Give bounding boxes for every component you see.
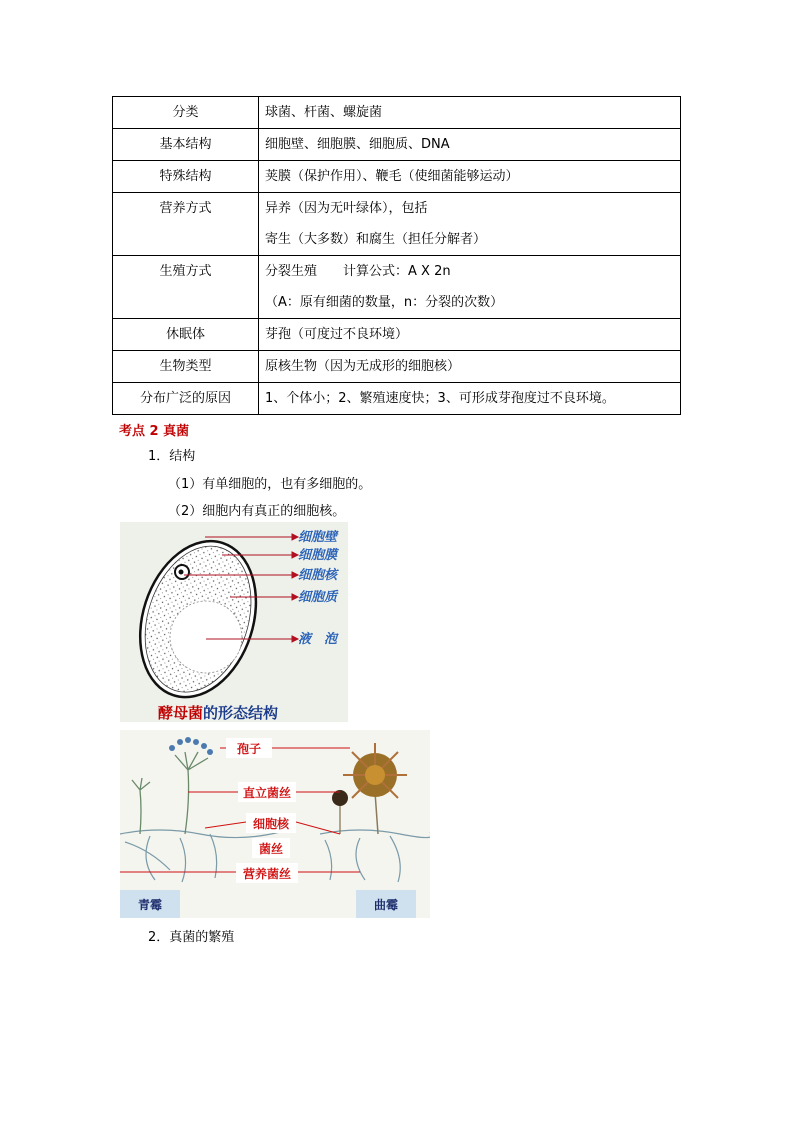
row-value-line: 芽孢（可度过不良环境） xyxy=(265,327,409,342)
row-key: 生殖方式 xyxy=(159,264,212,279)
row-key-cell xyxy=(113,319,259,351)
row-key-cell xyxy=(113,383,259,415)
table-row xyxy=(113,129,681,161)
row-value-line: 球菌、杆菌、螺旋菌 xyxy=(265,105,383,120)
row-value-line: 荚膜（保护作用）、鞭毛（使细菌能够运动） xyxy=(265,169,519,184)
label-aerial-hyphae: 直立菌丝 xyxy=(242,786,292,800)
label-hyphae: 菌丝 xyxy=(258,842,284,856)
bacteria-table xyxy=(112,96,681,415)
row-value-line: 异养（因为无叶绿体），包括 xyxy=(265,201,428,216)
label-penicillium: 青霉 xyxy=(137,898,163,912)
row-key: 生物类型 xyxy=(159,359,212,374)
row-value-cell xyxy=(259,256,681,319)
row-value-cell xyxy=(259,319,681,351)
item-reproduction: 2．真菌的繁殖 xyxy=(148,930,235,945)
point-nucleus: （2）细胞内有真正的细胞核。 xyxy=(168,504,346,519)
row-value-line: 原核生物（因为无成形的细胞核） xyxy=(265,359,461,374)
row-key-cell xyxy=(113,97,259,129)
row-value-cell xyxy=(259,97,681,129)
row-key: 分类 xyxy=(172,105,199,120)
row-value-line: 寄生（大多数）和腐生（担任分解者） xyxy=(265,232,487,247)
row-key-cell xyxy=(113,351,259,383)
row-value-cell xyxy=(259,383,681,415)
row-value-line: 细胞壁、细胞膜、细胞质、DNA xyxy=(265,137,450,152)
row-key: 分布广泛的原因 xyxy=(139,391,231,406)
table-row xyxy=(113,97,681,129)
row-key-cell xyxy=(113,161,259,193)
item-structure: 1．结构 xyxy=(148,449,196,464)
row-value-cell xyxy=(259,193,681,256)
row-value-line: 分裂生殖 计算公式：A X 2n xyxy=(265,264,451,279)
row-key: 休眠体 xyxy=(165,327,205,342)
aspergillus-drawing xyxy=(332,743,407,834)
row-value-line: （A：原有细菌的数量，n：分裂的次数） xyxy=(265,295,504,310)
table-row xyxy=(113,193,681,256)
label-nucleus: 细胞核 xyxy=(298,568,338,583)
row-key: 营养方式 xyxy=(159,201,212,216)
row-value-cell xyxy=(259,351,681,383)
row-key-cell xyxy=(113,256,259,319)
table-row xyxy=(113,351,681,383)
label-aspergillus: 曲霉 xyxy=(373,898,399,912)
row-key-cell xyxy=(113,193,259,256)
row-value-line: 1、个体小；2、繁殖速度快；3、可形成芽孢度过不良环境。 xyxy=(265,391,615,406)
label-cytoplasm: 细胞质 xyxy=(298,590,338,605)
label-cell-membrane: 细胞膜 xyxy=(298,548,338,563)
row-key: 特殊结构 xyxy=(159,169,212,184)
penicillium-drawing xyxy=(132,752,208,834)
row-value-cell xyxy=(259,129,681,161)
label-substrate-hyphae: 营养菌丝 xyxy=(242,867,292,881)
row-value-cell xyxy=(259,161,681,193)
section-title: 考点 2 真菌 xyxy=(119,424,190,439)
penicillium-spores xyxy=(169,737,213,755)
label-spore: 孢子 xyxy=(236,742,262,756)
label-cell-wall: 细胞壁 xyxy=(298,530,338,545)
label-mold-nucleus: 细胞核 xyxy=(252,817,290,831)
table-row xyxy=(113,161,681,193)
yeast-caption: 酵母菌的形态结构 xyxy=(158,704,279,722)
mold-figure xyxy=(120,730,430,918)
yeast-figure xyxy=(120,522,348,722)
table-row xyxy=(113,383,681,415)
row-key-cell xyxy=(113,129,259,161)
row-key: 基本结构 xyxy=(159,137,212,152)
yeast-vacuole xyxy=(170,601,242,673)
table-row xyxy=(113,319,681,351)
table-row xyxy=(113,256,681,319)
label-vacuole: 液 泡 xyxy=(298,632,338,647)
point-unicellular: （1）有单细胞的，也有多细胞的。 xyxy=(168,477,372,492)
